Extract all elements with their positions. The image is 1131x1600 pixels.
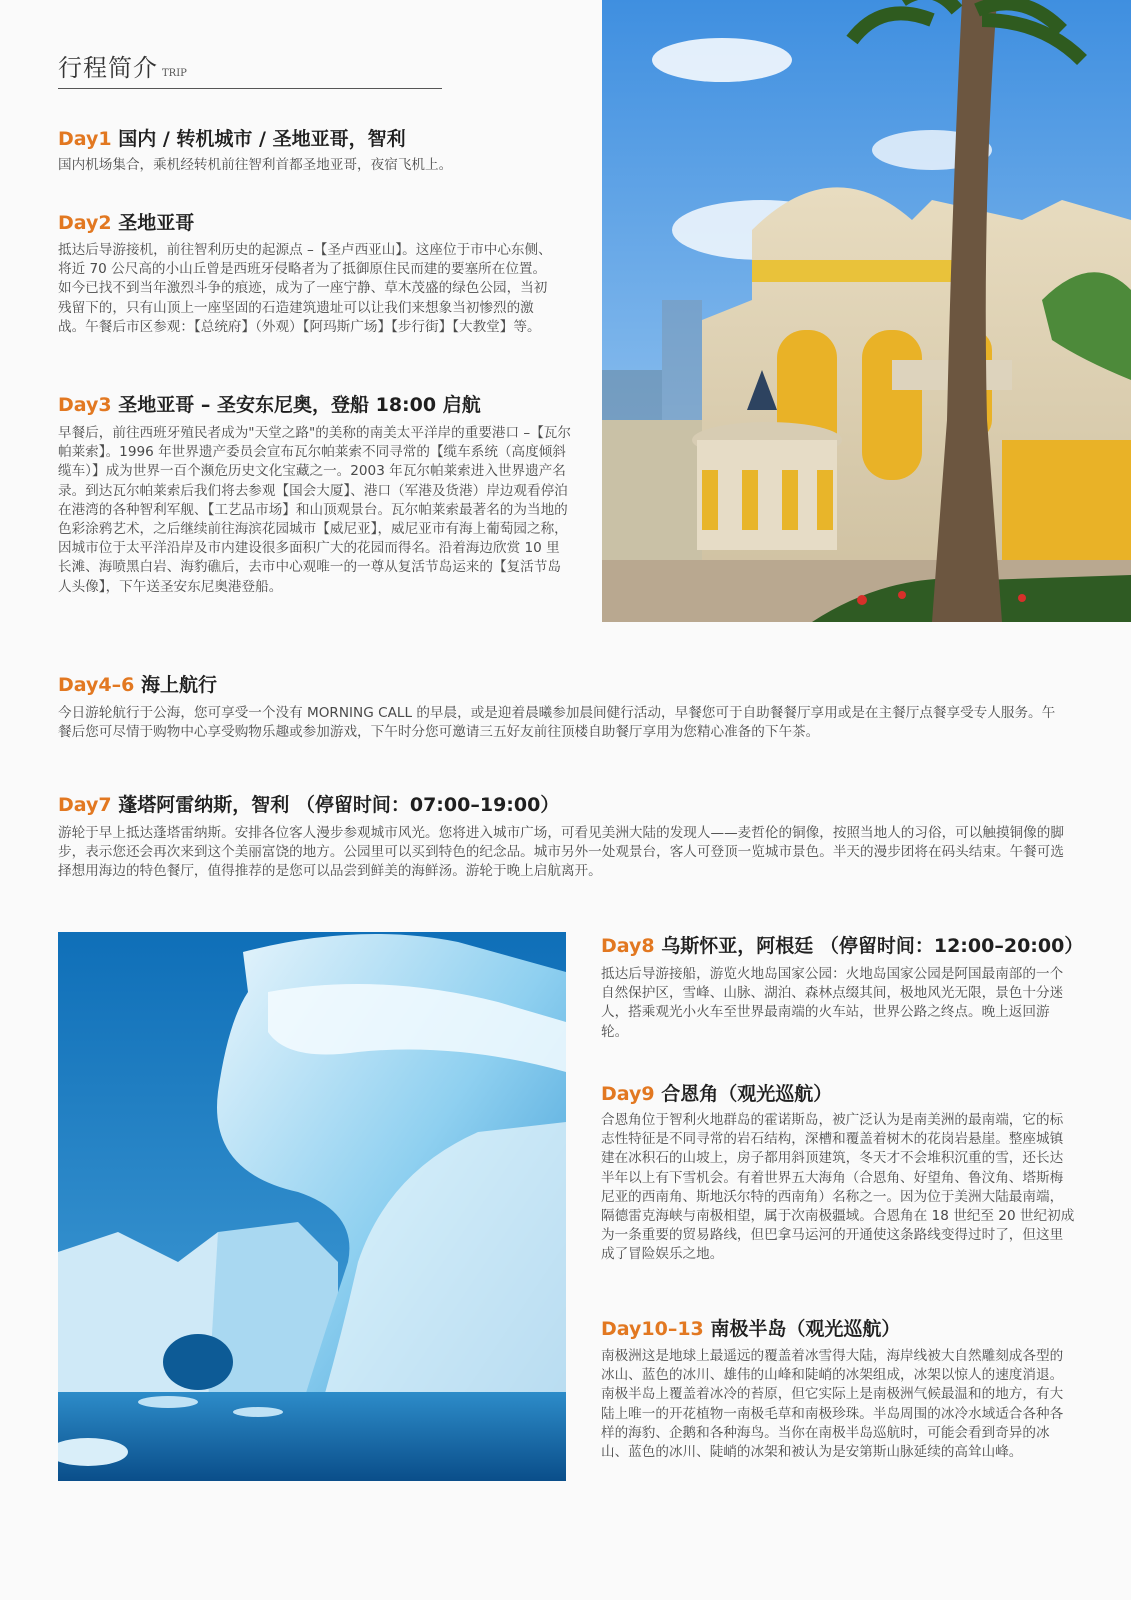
day8-title: 乌斯怀亚，阿根廷 （停留时间：12:00–20:00）	[661, 935, 1084, 957]
day2-title: 圣地亚哥	[118, 212, 195, 234]
day10-13-description: 南极洲这是地球上最遥远的覆盖着冰雪得大陆，海岸线被大自然雕刻成各型的冰山、蓝色的冰川、雄伟的山峰和陡峭的冰架组成，冰架以惊人的速度消退。南极半岛上覆盖着冰冷的苔原，但它实际上是南极洲气候最温和的地方，有大陆上唯一的开花植物一南极毛草和南极珍珠。半岛周围的冰冷水域适合各种各样的海豹、企鹅和各种海鸟。当你在南极半岛巡航时，可能会看到奇异的冰山、蓝色的冰川、陡峭的冰架和被认为是安第斯山脉延续的高耸山峰。	[601, 1348, 1064, 1461]
day1-description: 国内机场集合，乘机经转机前往智利首都圣地亚哥，夜宿飞机上。	[58, 157, 453, 173]
page-title	[58, 48, 187, 83]
day9-label: Day9	[601, 1083, 655, 1105]
day7-heading	[58, 790, 559, 817]
iceberg-illustration	[58, 932, 566, 1481]
day9-heading	[601, 1079, 832, 1106]
day8-label: Day8	[601, 935, 655, 957]
title-divider	[58, 88, 442, 89]
day7-label: Day7	[58, 794, 112, 816]
day4-6-title: 海上航行	[140, 674, 217, 696]
day3-description: 早餐后，前往西班牙殖民者成为"天堂之路"的美称的南美太平洋岸的重要港口 –【瓦尔帕莱索】。1996 年世界遗产委员会宣布瓦尔帕莱索不同寻常的【缆车系统（高度倾斜缆车）】成为世界一百个濒危历史文化宝藏之一。2003 年瓦尔帕莱索进入世界遗产名录。到达瓦尔帕莱索后我们将去参观【国会大厦】、港口（军港及货港）岸边观看停泊在港湾的各种智利军舰、【工艺品市场】和山顶观景台。瓦尔帕莱索最著名的为当地的色彩涂鸦艺术，之后继续前往海滨花园城市【威尼亚】，威尼亚市有海上葡萄园之称，因城市位于太平洋沿岸及市内建设很多面积广大的花园而得名。沿着海边欣赏 10 里长滩、海喷黑白岩、海豹礁后，去市中心观唯一的一尊从复活节岛运来的【复活节岛人头像】，下午送圣安东尼奥港登船。	[58, 425, 571, 595]
santa-lucia-hill-photo	[602, 0, 1131, 622]
page-title-text: 行程简介	[58, 54, 158, 82]
page-subtitle: TRIP	[162, 68, 187, 79]
day9-title: 合恩角（观光巡航）	[661, 1083, 833, 1105]
day7-description: 游轮于早上抵达蓬塔雷纳斯。安排各位客人漫步参观城市风光。您将进入城市广场，可看见美洲大陆的发现人——麦哲伦的铜像，按照当地人的习俗，可以触摸铜像的脚步，表示您还会再次来到这个美丽富饶的地方。公园里可以买到特色的纪念品。城市另外一处观景台，客人可登顶一览城市景色。半天的漫步团将在码头结束。午餐可选择想用海边的特色餐厅，值得推荐的是您可以品尝到鲜美的海鲜汤。游轮于晚上启航离开。	[58, 825, 1064, 880]
day4-6-heading	[58, 670, 217, 697]
santa-lucia-illustration	[602, 0, 1131, 622]
day3-title: 圣地亚哥 – 圣安东尼奥，登船 18:00 启航	[118, 394, 481, 416]
day3-heading	[58, 390, 481, 417]
day10-13-label: Day10–13	[601, 1318, 704, 1340]
day4-6-description: 今日游轮航行于公海，您可享受一个没有 MORNING CALL 的早晨，或是迎着晨曦参加晨间健行活动，早餐您可于自助餐餐厅享用或是在主餐厅点餐享受专人服务。午餐后您可尽情于购物中心享受购物乐趣或参加游戏，下午时分您可邀请三五好友前往顶楼自助餐厅享用为您精心准备的下午茶。	[58, 705, 1056, 741]
day9-description: 合恩角位于智利火地群岛的霍诺斯岛，被广泛认为是南美洲的最南端，它的标志性特征是不同寻常的岩石结构，深槽和覆盖着树木的花岗岩悬崖。整座城镇建在冰积石的山坡上，房子都用斜顶建筑，冬天才不会堆积沉重的雪，还长达半年以上有下雪机会。有着世界五大海角（合恩角、好望角、鲁汶角、塔斯梅尼亚的西南角、斯地沃尔特的西南角）名称之一。因为位于美洲大陆最南端，隔德雷克海峡与南极相望，属于次南极疆域。合恩角在 18 世纪至 20 世纪初成为一条重要的贸易路线，但巴拿马运河的开通使这条路线变得过时了，但这里成了冒险娱乐之地。	[601, 1112, 1075, 1263]
day1-title: 国内 / 转机城市 / 圣地亚哥，智利	[118, 128, 406, 150]
day1-label: Day1	[58, 128, 112, 150]
day10-13-title: 南极半岛（观光巡航）	[710, 1318, 901, 1340]
day4-6-label: Day4–6	[58, 674, 135, 696]
day2-label: Day2	[58, 212, 112, 234]
day8-description: 抵达后导游接船，游览火地岛国家公园：火地岛国家公园是阿国最南部的一个自然保护区，雪峰、山脉、湖泊、森林点缀其间，极地风光无限，景色十分迷人，搭乘观光小火车至世界最南端的火车站，世界公路之终点。晚上返回游轮。	[601, 966, 1064, 1040]
day1-heading	[58, 124, 406, 151]
day2-description: 抵达后导游接机，前往智利历史的起源点 –【圣卢西亚山】。这座位于市中心东侧、将近 70 公尺高的小山丘曾是西班牙侵略者为了抵御原住民而建的要塞所在位置。如今已找不到当年激烈斗争的痕迹，成为了一座宁静、草木茂盛的绿色公园，当初残留下的，只有山顶上一座坚固的石造建筑遗址可以让我们来想象当初惨烈的激战。午餐后市区参观：【总统府】（外观）【阿玛斯广场】【步行街】【大教堂】等。	[58, 242, 552, 335]
day3-label: Day3	[58, 394, 112, 416]
day8-heading	[601, 931, 1083, 958]
day2-heading	[58, 208, 194, 235]
iceberg-photo	[58, 932, 566, 1481]
day7-title: 蓬塔阿雷纳斯，智利 （停留时间：07:00–19:00）	[118, 794, 560, 816]
day10-13-heading	[601, 1314, 900, 1341]
